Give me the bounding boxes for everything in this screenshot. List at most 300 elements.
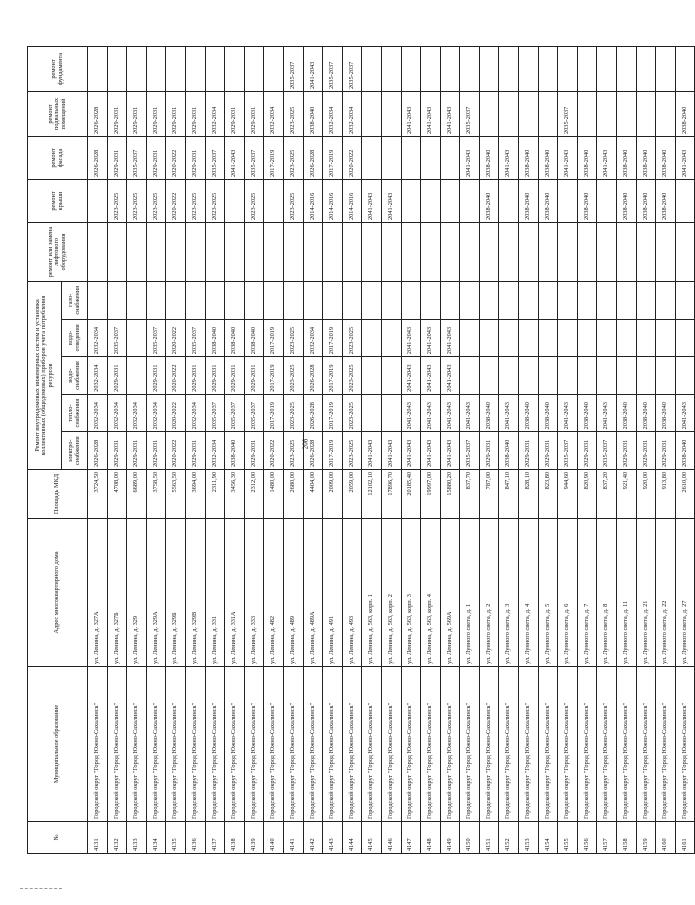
row-roof: 2038-2040 [577,180,597,223]
table-row [88,47,108,854]
row-address: ул. Ленина, д. 482 [264,519,284,667]
row-lift [225,223,245,282]
row-heat: 2035-2037 [205,394,225,432]
row-foundation [558,47,578,92]
header-utilities-group: Ремонт внутридомовых инженерных систем и установка коллективных (общедомовых) приборов учета потребления ресурсов [28,282,62,470]
row-area: 823,80 [538,470,558,519]
row-address: ул. Лунного света, д. 4 [519,519,539,667]
row-electricity: 2023-2025 [342,432,362,470]
row-number: 4132 [107,822,127,854]
row-address: ул. Ленина, д. 329Б [166,519,186,667]
row-foundation: 2035-2037 [283,47,303,92]
row-basement: 2029-2031 [166,92,186,137]
row-electricity: 2029-2031 [479,432,499,470]
row-roof [460,180,480,223]
row-electricity: 2035-2037 [597,432,617,470]
row-electricity: 2029-2031 [636,432,656,470]
row-address: ул. Лунного света, д. 5 [538,519,558,667]
header-heat: тепло-снабжения [62,394,88,432]
row-waste: 2038-2040 [205,319,225,357]
row-area: 5563,50 [166,470,186,519]
row-roof [440,180,460,223]
row-area: 944,60 [558,470,578,519]
row-basement [538,92,558,137]
row-lift [577,223,597,282]
row-foundation [185,47,205,92]
row-water: 2029-2031 [146,357,166,395]
row-area: 847,10 [499,470,519,519]
row-municipality: Городской округ "Город Южно-Сахалинск" [185,667,205,822]
row-basement: 2023-2025 [283,92,303,137]
row-municipality: Городской округ "Город Южно-Сахалинск" [88,667,108,822]
row-lift [166,223,186,282]
row-basement: 2032-2034 [264,92,284,137]
row-roof: 2041-2043 [362,180,382,223]
row-lift [597,223,617,282]
header-lift: ремонт или замена лифтового оборудования [28,223,88,282]
row-heat: 2032-2034 [107,394,127,432]
row-roof: 2023-2025 [107,180,127,223]
row-heat: 2041-2043 [440,394,460,432]
row-gas [519,282,539,320]
row-gas [303,282,323,320]
row-roof: 2014-2016 [303,180,323,223]
row-foundation [146,47,166,92]
row-heat: 2041-2043 [401,394,421,432]
row-lift [401,223,421,282]
row-facade: 2038-2040 [538,137,558,180]
table-row [401,47,421,854]
row-municipality: Городской округ "Город Южно-Сахалинск" [636,667,656,822]
row-foundation [675,47,695,92]
row-basement [479,92,499,137]
row-waste [617,319,637,357]
row-area: 17896,70 [381,470,401,519]
row-heat: 2035-2037 [225,394,245,432]
row-number: 4148 [421,822,441,854]
row-basement [617,92,637,137]
row-water: 2026-2028 [303,357,323,395]
row-area: 4708,00 [107,470,127,519]
row-water [362,357,382,395]
row-basement [656,92,676,137]
row-gas [166,282,186,320]
row-roof: 2014-2016 [323,180,343,223]
row-facade: 2029-2031 [107,137,127,180]
row-number: 4155 [558,822,578,854]
header-facade: ремонт фасада [28,137,88,180]
row-heat: 2017-2019 [264,394,284,432]
row-roof: 2038-2040 [479,180,499,223]
row-area: 4404,00 [303,470,323,519]
row-lift [107,223,127,282]
row-area: 820,90 [577,470,597,519]
row-facade [440,137,460,180]
table-row [656,47,676,854]
row-address: ул. Ленина, д. 489 [283,519,303,667]
row-basement: 2029-2031 [127,92,147,137]
row-electricity: 2041-2043 [421,432,441,470]
row-electricity: 2020-2022 [166,432,186,470]
row-electricity: 2032-2034 [205,432,225,470]
row-roof: 2038-2040 [656,180,676,223]
row-address: ул. Лунного света, д. 6 [558,519,578,667]
row-facade: 2017-2019 [323,137,343,180]
row-facade [362,137,382,180]
row-water [577,357,597,395]
header-foundation: ремонт фундамента [28,47,88,92]
row-number: 4147 [401,822,421,854]
row-water: 2041-2043 [421,357,441,395]
header-address: Адрес многоквартирного дома [28,519,88,667]
row-municipality: Городской округ "Город Южно-Сахалинск" [264,667,284,822]
row-foundation [127,47,147,92]
row-municipality: Городской округ "Город Южно-Сахалинск" [342,667,362,822]
row-electricity: 2029-2031 [107,432,127,470]
table-row [597,47,617,854]
row-waste [577,319,597,357]
row-electricity: 2029-2031 [617,432,637,470]
row-lift [421,223,441,282]
row-area: 3724,50 [88,470,108,519]
row-foundation [264,47,284,92]
row-number: 4149 [440,822,460,854]
table-body [88,47,695,854]
row-electricity: 2029-2031 [127,432,147,470]
row-gas [362,282,382,320]
row-heat: 2038-2040 [656,394,676,432]
row-water [127,357,147,395]
row-number: 4146 [381,822,401,854]
row-basement [577,92,597,137]
row-waste: 2032-2034 [303,319,323,357]
row-waste [460,319,480,357]
row-basement: 2038-2040 [675,92,695,137]
row-number: 4157 [597,822,617,854]
row-facade: 2029-2031 [146,137,166,180]
table-row [636,47,656,854]
row-municipality: Городской округ "Город Южно-Сахалинск" [401,667,421,822]
row-number: 4142 [303,822,323,854]
page-number: 208 [301,438,310,450]
row-water: 2032-2034 [88,357,108,395]
table-row [303,47,323,854]
row-waste [381,319,401,357]
row-foundation [656,47,676,92]
row-foundation: 2035-2037 [342,47,362,92]
row-facade: 2029-2031 [185,137,205,180]
row-electricity: 2038-2040 [225,432,245,470]
row-facade: 2017-2019 [264,137,284,180]
row-waste [519,319,539,357]
row-heat: 2038-2040 [519,394,539,432]
row-lift [499,223,519,282]
row-lift [381,223,401,282]
row-municipality: Городской округ "Город Южно-Сахалинск" [362,667,382,822]
row-water: 2017-2019 [264,357,284,395]
row-facade [381,137,401,180]
row-lift [519,223,539,282]
row-waste: 2032-2034 [88,319,108,357]
header-basement: ремонт подвальных помещений [28,92,88,137]
row-electricity: 2041-2043 [362,432,382,470]
row-facade: 2035-2037 [205,137,225,180]
row-waste [479,319,499,357]
row-waste [597,319,617,357]
row-area: 6689,00 [127,470,147,519]
row-lift [479,223,499,282]
row-address: ул. Ленина, д. 491 [323,519,343,667]
header-waste: водо-отведения [62,319,88,357]
row-municipality: Городской округ "Город Южно-Сахалинск" [244,667,264,822]
table-row [166,47,186,854]
row-lift [283,223,303,282]
row-facade: 2035-2037 [244,137,264,180]
row-area: 15880,20 [440,470,460,519]
row-municipality: Городской округ "Город Южно-Сахалинск" [479,667,499,822]
row-foundation [519,47,539,92]
row-heat: 2032-2034 [127,394,147,432]
row-facade: 2038-2040 [656,137,676,180]
row-electricity: 2029-2031 [146,432,166,470]
row-roof: 2023-2025 [127,180,147,223]
table-row [283,47,303,854]
row-foundation [538,47,558,92]
row-basement [381,92,401,137]
header-area: Площадь МКД [28,470,88,519]
row-waste: 2023-2025 [283,319,303,357]
row-waste: 2035-2037 [107,319,127,357]
row-area: 837,20 [597,470,617,519]
row-lift [303,223,323,282]
row-lift [656,223,676,282]
row-number: 4159 [636,822,656,854]
row-number: 4141 [283,822,303,854]
table-row [519,47,539,854]
row-roof: 2023-2025 [244,180,264,223]
row-area: 2610,00 [675,470,695,519]
row-gas [244,282,264,320]
row-roof: 2023-2025 [185,180,205,223]
row-foundation [244,47,264,92]
row-waste: 2035-2037 [146,319,166,357]
row-roof: 2038-2040 [519,180,539,223]
row-waste: 2020-2022 [166,319,186,357]
row-waste: 2041-2043 [401,319,421,357]
row-heat: 2032-2034 [88,394,108,432]
row-heat: 2038-2040 [636,394,656,432]
row-facade: 2038-2040 [577,137,597,180]
row-foundation [479,47,499,92]
row-gas [401,282,421,320]
row-heat: 2032-2034 [185,394,205,432]
row-foundation [381,47,401,92]
row-municipality: Городской округ "Город Южно-Сахалинск" [381,667,401,822]
row-number: 4161 [675,822,695,854]
row-address: ул. Ленина, д. 333 [244,519,264,667]
row-electricity: 2035-2037 [558,432,578,470]
row-gas [283,282,303,320]
row-address: ул. Ленина, д. 563, корп. 4 [421,519,441,667]
table-row [617,47,637,854]
row-water [519,357,539,395]
row-address: ул. Ленина, д. 489А [303,519,323,667]
row-waste: 2041-2043 [440,319,460,357]
row-waste: 2017-2019 [264,319,284,357]
row-address: ул. Лунного света, д. 7 [577,519,597,667]
row-facade: 2041-2043 [675,137,695,180]
row-foundation [107,47,127,92]
row-address: ул. Ленина, д. 329В [185,519,205,667]
row-facade: 2020-2022 [166,137,186,180]
row-basement [499,92,519,137]
table-row [381,47,401,854]
row-area: 3694,00 [185,470,205,519]
row-foundation [88,47,108,92]
row-gas [577,282,597,320]
row-gas [460,282,480,320]
row-address: ул. Ленина, д. 331 [205,519,225,667]
row-address: ул. Ленина, д. 329А [146,519,166,667]
scan-mark [20,888,62,889]
row-water [636,357,656,395]
row-heat: 2041-2043 [460,394,480,432]
row-gas [381,282,401,320]
row-roof [421,180,441,223]
row-basement: 2041-2043 [440,92,460,137]
header-no: № [28,822,88,854]
row-water [675,357,695,395]
row-foundation [362,47,382,92]
row-water [597,357,617,395]
row-roof: 2038-2040 [617,180,637,223]
table-row [342,47,362,854]
row-waste [636,319,656,357]
table-row [264,47,284,854]
row-number: 4138 [225,822,245,854]
row-gas [538,282,558,320]
row-lift [617,223,637,282]
row-waste [558,319,578,357]
row-gas [205,282,225,320]
header-municipality: Муниципальное образование [28,667,88,822]
row-basement: 2041-2043 [421,92,441,137]
row-municipality: Городской округ "Город Южно-Сахалинск" [558,667,578,822]
row-address: ул. Лунного света, д. 21 [636,519,656,667]
row-municipality: Городской округ "Город Южно-Сахалинск" [656,667,676,822]
row-electricity: 2017-2019 [323,432,343,470]
row-number: 4160 [656,822,676,854]
row-municipality: Городской округ "Город Южно-Сахалинск" [166,667,186,822]
row-gas [264,282,284,320]
row-waste: 2038-2040 [244,319,264,357]
row-address: ул. Лунного света, д. 3 [499,519,519,667]
row-waste: 2038-2040 [225,319,245,357]
row-area: 913,80 [656,470,676,519]
row-area: 920,00 [636,470,656,519]
row-municipality: Городской округ "Город Южно-Сахалинск" [577,667,597,822]
row-address: ул. Лунного света, д. 11 [617,519,637,667]
row-water: 2029-2031 [244,357,264,395]
row-gas [440,282,460,320]
row-gas [636,282,656,320]
row-water: 2023-2025 [342,357,362,395]
table-row [362,47,382,854]
row-heat: 2023-2025 [283,394,303,432]
row-electricity: 2020-2022 [264,432,284,470]
row-number: 4135 [166,822,186,854]
row-water: 2029-2031 [107,357,127,395]
row-lift [440,223,460,282]
row-heat: 2038-2040 [479,394,499,432]
row-municipality: Городской округ "Город Южно-Сахалинск" [499,667,519,822]
row-basement: 2038-2040 [303,92,323,137]
row-foundation [617,47,637,92]
row-facade: 2038-2040 [479,137,499,180]
row-gas [146,282,166,320]
row-facade: 2023-2025 [283,137,303,180]
row-roof: 2023-2025 [205,180,225,223]
row-foundation [636,47,656,92]
row-area: 828,10 [519,470,539,519]
row-municipality: Городской округ "Город Южно-Сахалинск" [225,667,245,822]
row-waste: 2035-2037 [185,319,205,357]
row-gas [107,282,127,320]
row-foundation [225,47,245,92]
row-basement: 2029-2031 [107,92,127,137]
row-address: ул. Ленина, д. 329 [127,519,147,667]
row-heat: 2041-2043 [499,394,519,432]
row-gas [88,282,108,320]
row-lift [185,223,205,282]
row-electricity: 2029-2031 [577,432,597,470]
row-water: 2020-2022 [166,357,186,395]
row-gas [127,282,147,320]
row-roof [499,180,519,223]
row-number: 4151 [479,822,499,854]
row-address: ул. Ленина, д. 563, корп. 1 [362,519,382,667]
table-row [127,47,147,854]
row-facade: 2041-2043 [499,137,519,180]
row-electricity: 2035-2037 [460,432,480,470]
row-water [460,357,480,395]
row-basement: 2035-2037 [558,92,578,137]
row-electricity: 2041-2043 [440,432,460,470]
row-lift [675,223,695,282]
row-municipality: Городской округ "Город Южно-Сахалинск" [597,667,617,822]
row-facade: 2026-2028 [303,137,323,180]
row-roof [597,180,617,223]
table-row [323,47,343,854]
row-gas [479,282,499,320]
header-electricity: электро-снабжения [62,432,88,470]
row-roof [88,180,108,223]
row-heat: 2041-2043 [597,394,617,432]
row-water [617,357,637,395]
row-electricity: 2026-2028 [303,432,323,470]
row-foundation [577,47,597,92]
row-gas [323,282,343,320]
row-heat: 2038-2040 [617,394,637,432]
row-number: 4153 [519,822,539,854]
row-foundation [440,47,460,92]
row-area: 3456,30 [225,470,245,519]
row-municipality: Городской округ "Город Южно-Сахалинск" [303,667,323,822]
row-waste: 2017-2019 [323,319,343,357]
row-heat: 2035-2037 [244,394,264,432]
table-row [577,47,597,854]
row-waste: 2041-2043 [421,319,441,357]
